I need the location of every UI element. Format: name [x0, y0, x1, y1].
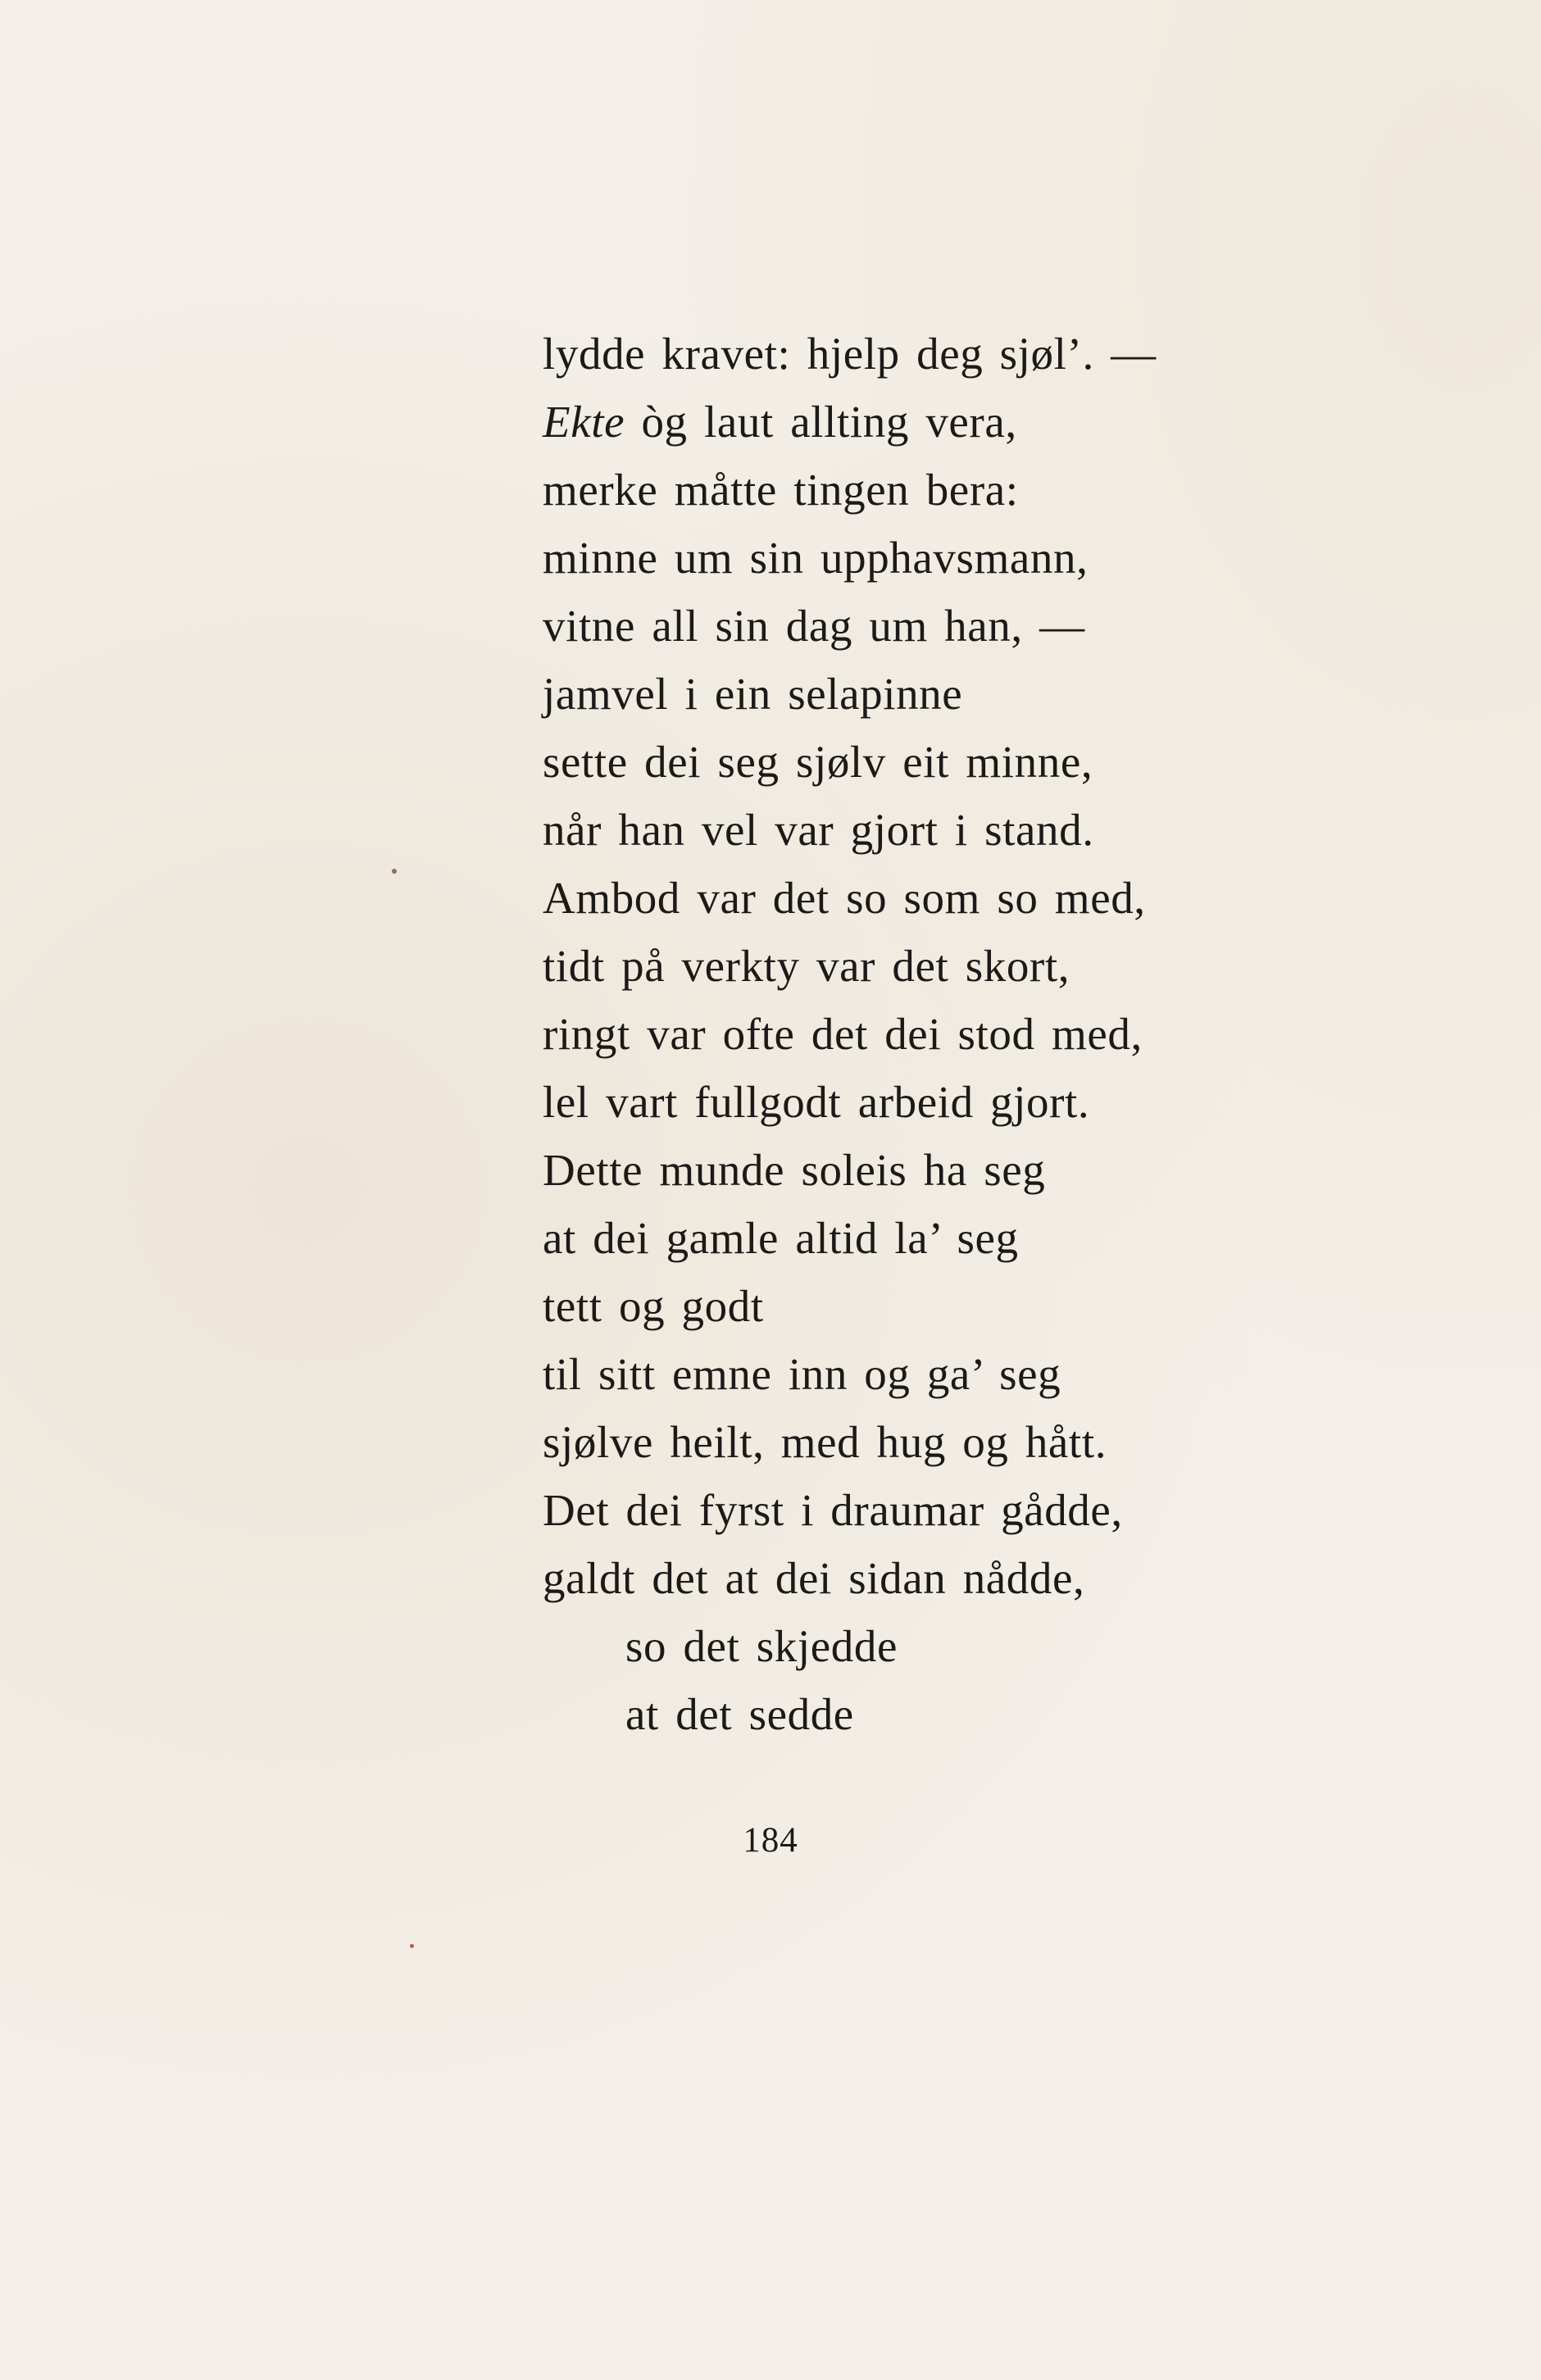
poem-line: vitne all sin dag um han, — [543, 601, 1085, 651]
poem-line: at dei gamle altid la’ seg [543, 1213, 1019, 1263]
poem-line: merke måtte tingen bera: [543, 465, 1019, 515]
poem-line-indented: at det sedde [625, 1689, 854, 1739]
page-number: 184 [743, 1821, 798, 1860]
paper-speck [392, 869, 397, 874]
poem-line: tett og godt [543, 1281, 764, 1331]
emphasized-word: Ekte [543, 397, 625, 447]
poem-line: til sitt emne inn og ga’ seg [543, 1349, 1061, 1399]
poem-line: galdt det at dei sidan nådde, [543, 1553, 1085, 1603]
poem-line: lel vart fullgodt arbeid gjort. [543, 1077, 1090, 1127]
poem-line: sette dei seg sjølv eit minne, [543, 737, 1093, 787]
poem-line: Dette munde soleis ha seg [543, 1145, 1046, 1195]
poem-line: minne um sin upphavsmann, [543, 533, 1089, 583]
poem-line: lydde kravet: hjelp deg sjøl’. — [543, 329, 1157, 379]
poem-line: jamvel i ein selapinne [543, 669, 963, 719]
poem-line: Det dei fyrst i draumar gådde, [543, 1485, 1123, 1535]
poem-line: Ambod var det so som so med, [543, 873, 1146, 923]
poem-line-rest: òg laut allting vera, [625, 397, 1017, 447]
poem-line: når han vel var gjort i stand. [543, 805, 1094, 855]
poem-line: ringt var ofte det dei stod med, [543, 1009, 1143, 1059]
paper-speck [410, 1944, 414, 1948]
poem-line: sjølve heilt, med hug og hått. [543, 1417, 1107, 1467]
poem-line: tidt på verkty var det skort, [543, 941, 1071, 991]
poem-line [543, 388, 1017, 456]
poem-line-indented: so det skjedde [625, 1621, 898, 1671]
